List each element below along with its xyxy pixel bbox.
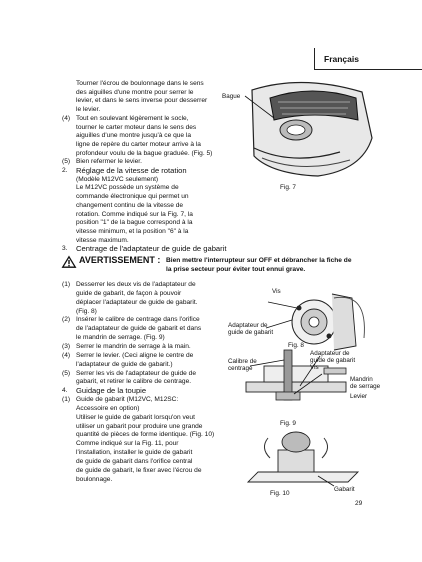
callout-mandrin-1: Mandrin <box>350 376 373 383</box>
line-text: changement continu de la vitesse de <box>76 201 184 209</box>
callout-calibre-1: Calibre de <box>228 358 257 365</box>
page-number: 29 <box>355 500 363 507</box>
line-text: des aiguilles d'une montre pour serrer le <box>76 88 194 96</box>
line-text: le mandrin de serrage. (Fig. 9) <box>76 334 165 342</box>
item-number: (1) <box>62 281 71 288</box>
line-text: l'installation, installer le guide de gabarit <box>76 449 193 457</box>
item-number: 2. <box>62 167 68 174</box>
line-text: position "1" de la bague correspond à la <box>76 219 193 227</box>
item-number: (3) <box>62 342 71 350</box>
figure-10 <box>248 428 368 498</box>
line-text: vitesse maximum. <box>76 236 129 244</box>
callout-calibre-2: centrage <box>228 365 253 372</box>
line-text: aiguilles d'une montre jusqu'à ce que la <box>76 132 192 140</box>
line-text: ligne de repère du carter moteur arrive à la <box>76 140 201 148</box>
callout-mandrin-2: de serrage <box>350 383 381 390</box>
callout-adaptateur-1: Adaptateur de <box>228 322 268 329</box>
language-label: Français <box>324 54 359 64</box>
line-text: quantité de pièces de forme identique. (Fig. 10) <box>76 431 215 439</box>
warning-line-2: la prise secteur pour éviter tout ennui grave. <box>166 266 306 273</box>
line-text: commande électronique qui permet un <box>76 193 189 201</box>
router-speed-dial-illustration <box>222 78 382 190</box>
line-text: vitesse minimum, et la position "6" à la <box>76 227 189 235</box>
fig8-label: Fig. 8 <box>288 342 304 349</box>
callout-adaptateur-2: guide de gabarit <box>228 329 274 336</box>
line-text: Tout en soulevant légèrement le socle, <box>76 114 189 122</box>
line-text: Guide de gabarit (M12VC, M12SC: <box>76 396 179 404</box>
line-text: Utiliser le guide de gabarit lorsqu'on veut <box>76 413 195 421</box>
warning-line-1: Bien mettre l'interrupteur sur OFF et débrancher la fiche de <box>166 257 352 264</box>
item-number: (1) <box>62 396 71 404</box>
line-text: de guide de gabarit, le fixer avec l'écrou de <box>76 466 202 474</box>
item-number: (4) <box>62 351 71 359</box>
line-text: (Fig. 8) <box>76 307 97 315</box>
figure-9 <box>224 346 384 426</box>
line-text: Serrer les vis de l'adaptateur de guide de <box>76 369 197 377</box>
callout-vis: Vis <box>272 288 281 295</box>
line-text: Le M12VC possède un système de <box>76 184 179 192</box>
line-text: rotation. Comme indiqué sur la Fig. 7, la <box>76 210 193 218</box>
line-text: (Modèle M12VC seulement) <box>76 175 159 183</box>
line-text: utiliser un gabarit pour produire une grande <box>76 422 203 430</box>
line-text: Centrage de l'adaptateur de guide de gabarit <box>76 244 227 254</box>
item-number: 3. <box>62 245 68 253</box>
fig9-label: Fig. 9 <box>280 420 296 427</box>
line-text: Guidage de la toupie <box>76 386 147 396</box>
item-number: 4. <box>62 387 68 395</box>
line-text: Tourner l'écrou de boulonnage dans le sens <box>76 80 204 87</box>
line-text: Bien refermer le levier. <box>76 158 142 166</box>
item-number: (4) <box>62 114 71 122</box>
line-text: Accessoire en option) <box>76 404 140 412</box>
line-text: boulonnage. <box>76 475 113 483</box>
item-number: (2) <box>62 316 71 324</box>
line-text: Serrer le levier. (Ceci aligne le centre de <box>76 351 194 359</box>
line-text: Serrer le mandrin de serrage à la main. <box>76 342 191 350</box>
line-text: guide de gabarit, de façon à pouvoir <box>76 289 182 297</box>
item-number: (5) <box>62 369 71 377</box>
warning-title: AVERTISSEMENT : <box>79 255 161 265</box>
language-tab <box>314 48 422 70</box>
callout-adaptateur-9-1: Adaptateur de <box>310 350 350 357</box>
line-text: tourner le carter moteur dans le sens des <box>76 123 197 131</box>
fig10-label: Fig. 10 <box>270 490 290 497</box>
line-text: Desserrer les deux vis de l'adaptateur de <box>76 281 196 288</box>
line-text: Réglage de la vitesse de rotation <box>76 166 187 175</box>
line-text: l'adaptateur de guide de gabarit.) <box>76 360 173 368</box>
line-text: gabarit, et retirer le calibre de centrage. <box>76 378 192 386</box>
warning-triangle-icon <box>62 256 76 268</box>
item-number: (5) <box>62 158 71 166</box>
callout-gabarit: Gabarit <box>334 486 355 493</box>
line-text: déplacer l'adaptateur de guide de gabarit. <box>76 298 198 306</box>
line-text: levier, et dans le sens inverse pour desserrer <box>76 97 208 105</box>
callout-adaptateur-9-2: guide de gabarit <box>310 357 356 364</box>
figure-7 <box>222 78 382 190</box>
line-text: Comme indiqué sur la Fig. 11, pour <box>76 440 179 448</box>
line-text: de l'adaptateur de guide de gabarit et dans <box>76 325 202 333</box>
template-guide-use-illustration <box>248 428 368 490</box>
callout-vis-9: Vis <box>310 364 319 371</box>
callout-bague: Bague <box>222 93 241 100</box>
line-text: Insérer le calibre de centrage dans l'orifice <box>76 316 200 324</box>
fig7-label: Fig. 7 <box>280 184 296 191</box>
line-text: profondeur voulu de la bague graduée. (Fig. 5) <box>76 149 213 157</box>
line-text: de guide de gabarit dans l'orifice central <box>76 458 193 465</box>
callout-levier: Levier <box>350 393 368 400</box>
line-text: le levier. <box>76 106 101 114</box>
